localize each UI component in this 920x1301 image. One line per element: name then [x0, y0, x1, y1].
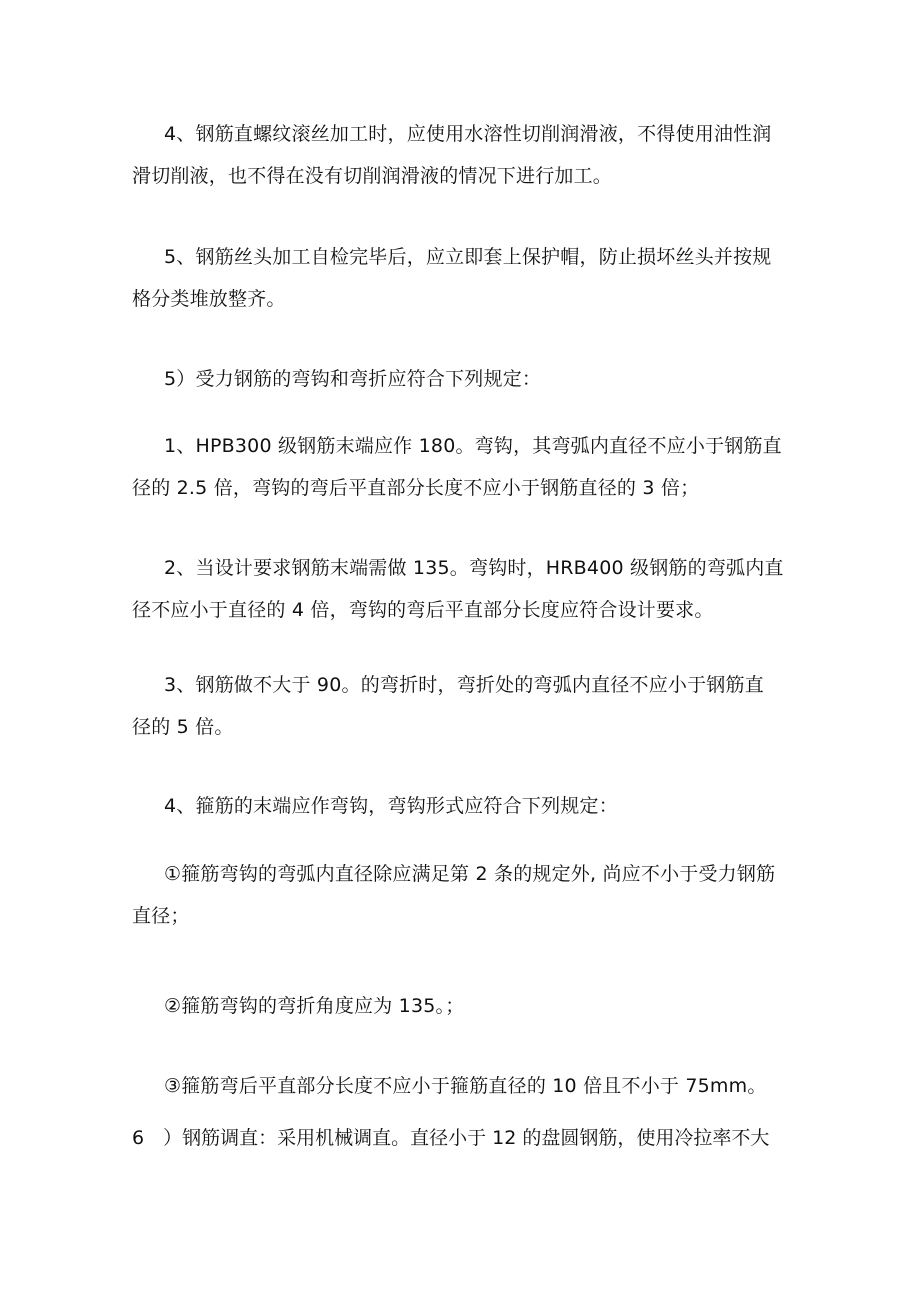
paragraph-protective-cap	[132, 236, 800, 320]
text-line: 径的 5 倍。	[132, 716, 234, 738]
paragraph-stirrup-diameter	[132, 853, 800, 937]
text-line: 1、HPB300 级钢筋末端应作 180。弯钩，其弯弧内直径不应小于钢筋直	[164, 435, 782, 457]
text-line: 5、钢筋丝头加工自检完毕后，应立即套上保护帽，防止损坏丝头并按规	[164, 246, 772, 268]
paragraph-hpb300	[132, 425, 800, 509]
text-line: 径的 2.5 倍，弯钩的弯后平直部分长度不应小于钢筋直径的 3 倍；	[132, 477, 700, 499]
paragraph-stirrup-angle	[132, 985, 800, 1027]
text-line: ②箍筋弯钩的弯折角度应为 135。；	[164, 995, 465, 1017]
paragraph-stirrup-length	[132, 1065, 800, 1107]
text-line: 径不应小于直径的 4 倍，弯钩的弯后平直部分长度应符合设计要求。	[132, 599, 714, 621]
paragraph-hrb400	[132, 547, 800, 631]
text-line: 直径；	[132, 905, 190, 927]
paragraph-thread-rolling	[132, 113, 800, 197]
text-line: 5）受力钢筋的弯钩和弯折应符合下列规定：	[164, 368, 542, 390]
text-line: 格分类堆放整齐。	[132, 288, 286, 310]
text-line: ③箍筋弯后平直部分长度不应小于箍筋直径的 10 倍且不小于 75mm。	[164, 1075, 767, 1097]
text-line: 4、钢筋直螺纹滚丝加工时，应使用水溶性切削润滑液，不得使用油性润	[164, 123, 772, 145]
text-line: ①箍筋弯钩的弯弧内直径除应满足第 2 条的规定外, 尚应不小于受力钢筋	[164, 863, 776, 885]
text-line: 4、箍筋的末端应作弯钩，弯钩形式应符合下列规定：	[164, 795, 618, 817]
paragraph-hook-rules-heading	[132, 358, 800, 400]
text-line: 3、钢筋做不大于 90。的弯折时，弯折处的弯弧内直径不应小于钢筋直	[164, 674, 764, 696]
paragraph-bend-90	[132, 664, 800, 748]
paragraph-stirrup-heading	[132, 785, 800, 827]
text-line: 6 ）钢筋调直：采用机械调直。直径小于 12 的盘圆钢筋，使用冷拉率不大	[132, 1127, 770, 1149]
paragraph-straightening	[132, 1117, 812, 1159]
text-line: 2、当设计要求钢筋末端需做 135。弯钩时，HRB400 级钢筋的弯弧内直	[164, 557, 784, 579]
text-line: 滑切削液，也不得在没有切削润滑液的情况下进行加工。	[132, 165, 613, 187]
